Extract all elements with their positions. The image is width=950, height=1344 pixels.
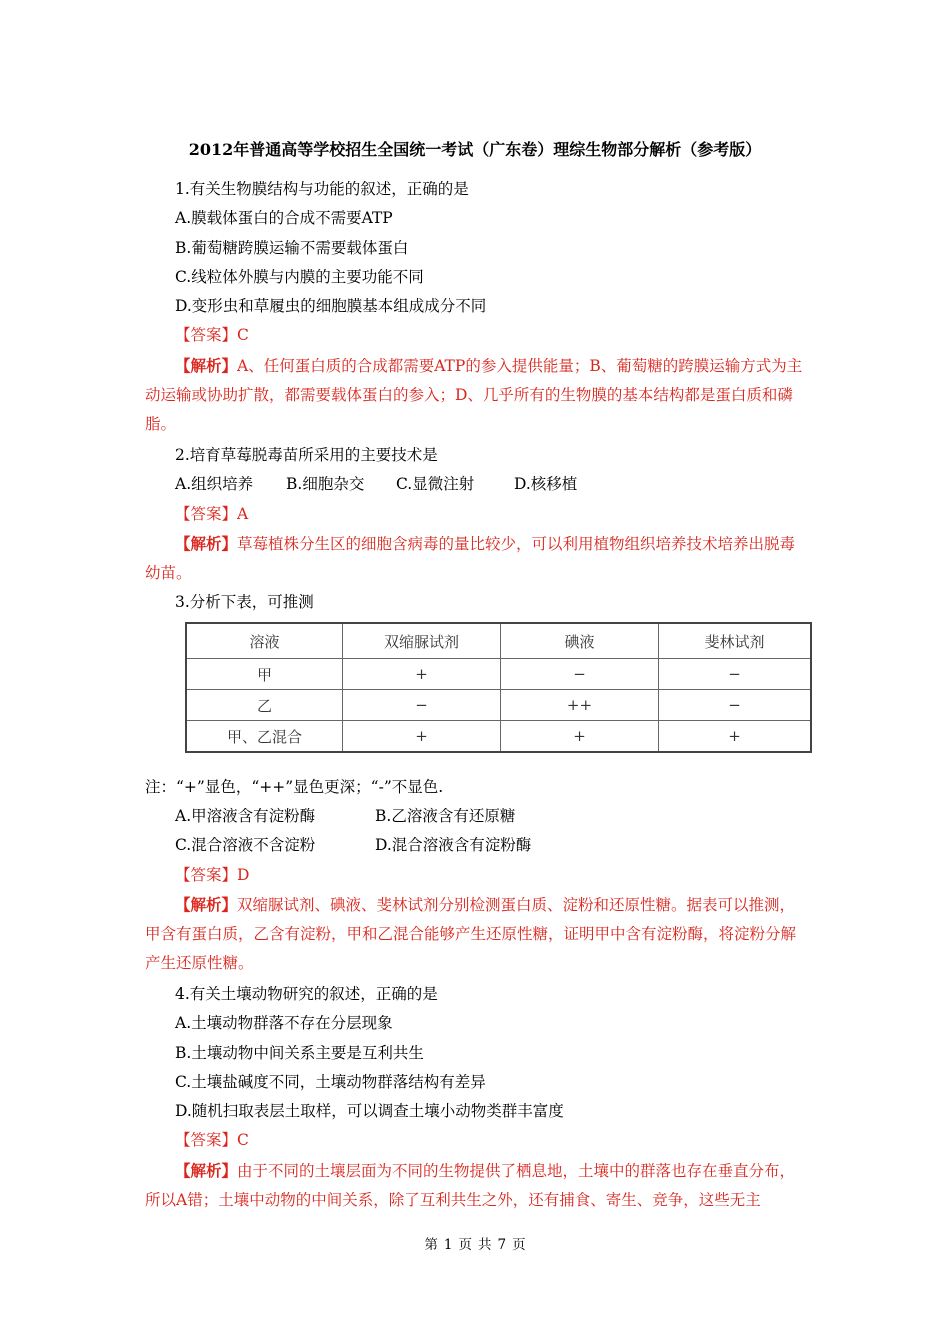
table-cell: +: [659, 721, 812, 753]
analysis-text: 双缩脲试剂、碘液、斐林试剂分别检测蛋白质、淀粉和还原性糖。据表可以推测，甲含有蛋白质，乙含有淀粉，甲和乙混合能够产生还原性糖，证明甲中含有淀粉酶，将淀粉分解产生还原性糖。: [145, 895, 797, 973]
question-stem: 1.有关生物膜结构与功能的叙述，正确的是: [175, 180, 469, 198]
option-d: D.核移植: [514, 475, 578, 494]
question-stem: 4.有关土壤动物研究的叙述，正确的是: [175, 985, 438, 1003]
answer: 【答案】C: [175, 326, 249, 345]
options-row: [145, 470, 810, 499]
analysis-text: 由于不同的土壤层面为不同的生物提供了栖息地，土壤中的群落也存在垂直分布，所以A错；土壤中动物的中间关系，除了互利共生之外，还有捕食、寄生、竞争，这些无主: [145, 1161, 796, 1210]
analysis-label: 【解析】: [175, 1160, 238, 1180]
analysis-label: 【解析】: [175, 533, 238, 553]
table-cell: 甲、乙混合: [186, 721, 343, 753]
table-cell: −: [501, 659, 659, 690]
option-c: C.线粒体外膜与内膜的主要功能不同: [175, 267, 424, 286]
analysis: [145, 890, 810, 979]
option-d: D.变形虫和草履虫的细胞膜基本组成成分不同: [175, 297, 487, 316]
table-cell: −: [343, 690, 501, 721]
table-header-cell: 碘液: [501, 623, 659, 659]
table-cell: −: [659, 690, 812, 721]
option-c: C.显微注射: [396, 475, 475, 494]
question-3: [145, 588, 810, 617]
options-row: [145, 802, 810, 831]
page-footer: [0, 1233, 950, 1253]
question-stem: 2.培育草莓脱毒苗所采用的主要技术是: [175, 446, 438, 464]
footer-total-word: 共: [478, 1237, 492, 1253]
question-stem: 3.分析下表，可推测: [175, 593, 314, 611]
table-header-cell: 斐林试剂: [659, 623, 812, 659]
option-d: D.随机扫取表层土取样，可以调查土壤小动物类群丰富度: [175, 1102, 564, 1121]
option-d: D.混合溶液含有淀粉酶: [375, 836, 532, 855]
table-cell: +: [343, 721, 501, 753]
results-table: [185, 622, 812, 753]
footer-page-number: 1: [443, 1237, 453, 1253]
table-header-row: [186, 623, 811, 659]
table-row: [186, 721, 811, 753]
table-header-cell: 溶液: [186, 623, 343, 659]
analysis: [145, 1156, 810, 1216]
question-2: [145, 441, 810, 588]
question-3-options: [145, 802, 810, 979]
table-cell: 乙: [186, 690, 343, 721]
table-note: 注：“+”显色，“++”显色更深；“-”不显色.: [145, 778, 444, 796]
option-a: A.土壤动物群落不存在分层现象: [175, 1014, 393, 1033]
table-cell: +: [501, 721, 659, 753]
answer: 【答案】D: [175, 865, 250, 884]
table-cell: +: [343, 659, 501, 690]
table-cell: ++: [501, 690, 659, 721]
footer-page-unit: 页: [458, 1237, 472, 1253]
analysis-text: A、任何蛋白质的合成都需要ATP的参入提供能量；B、葡萄糖的跨膜运输方式为主动运输或协助扩散，都需要载体蛋白的参入；D、几乎所有的生物膜的基本结构都是蛋白质和磷脂。: [145, 356, 803, 434]
option-b: B.乙溶液含有还原糖: [375, 807, 516, 825]
table-cell: −: [659, 659, 812, 690]
question-4: [145, 980, 810, 1215]
analysis-label: 【解析】: [175, 894, 238, 914]
question-1: [145, 175, 810, 440]
footer-total-unit: 页: [512, 1237, 526, 1253]
options-row: [145, 831, 810, 860]
option-c: C.土壤盐碱度不同，土壤动物群落结构有差异: [175, 1072, 486, 1091]
option-a: A.甲溶液含有淀粉酶: [175, 807, 316, 825]
table-row: [186, 690, 811, 721]
footer-page-word: 第: [424, 1237, 438, 1253]
answer: 【答案】C: [175, 1131, 249, 1150]
option-c: C.混合溶液不含淀粉: [175, 836, 316, 855]
answer: 【答案】A: [175, 504, 249, 523]
option-a: A.膜载体蛋白的合成不需要ATP: [175, 209, 393, 228]
analysis-text: 草莓植株分生区的细胞含病毒的量比较少，可以利用植物组织培养技术培养出脱毒幼苗。: [145, 534, 796, 583]
table-header-cell: 双缩脲试剂: [343, 623, 501, 659]
option-a: A.组织培养: [175, 475, 254, 494]
option-b: B.土壤动物中间关系主要是互利共生: [175, 1043, 424, 1062]
table-row: [186, 659, 811, 690]
option-b: B.葡萄糖跨膜运输不需要载体蛋白: [175, 238, 409, 257]
analysis-label: 【解析】: [175, 355, 238, 375]
footer-total-number: 7: [497, 1237, 507, 1253]
option-b: B.细胞杂交: [286, 475, 365, 494]
document-title: 2012年普通高等学校招生全国统一考试（广东卷）理综生物部分解析（参考版）: [188, 140, 762, 159]
table-cell: 甲: [186, 659, 343, 690]
analysis: [145, 529, 810, 589]
analysis: [145, 351, 810, 440]
